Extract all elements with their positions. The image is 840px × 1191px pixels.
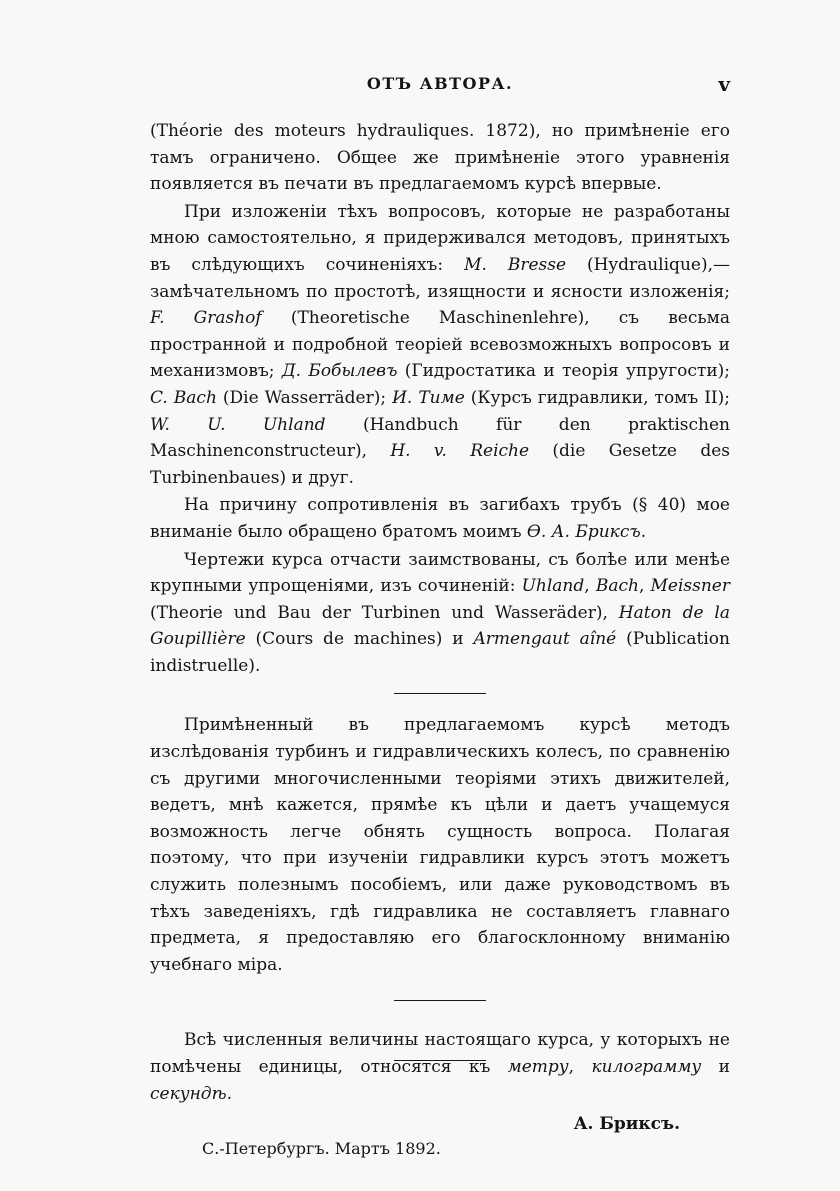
page-number: v [718,72,730,96]
unit-meter: метру [507,1057,569,1077]
source-uhland: Uhland [521,576,585,597]
author-briks: Ѳ. А. Бриксъ [526,521,641,542]
author-bach: C. Bach [150,387,217,408]
author-uhland: W. U. Uhland [150,414,326,435]
paragraph-continuation: (Théorie des moteurs hydrauliques. 1872), но примѣненіе его тамъ ограничено. Общее же примѣненіе этого уравненія появляется въ печати въ предлагаемомъ курсѣ впервые. [150,121,730,195]
author-reiche: H. v. Reiche [390,441,530,462]
running-head: ОТЪ АВТОРА. [366,74,514,93]
source-meissner: Meissner [650,576,730,597]
section-divider [394,1000,486,1001]
paragraph-sources: При изложеніи тѣхъ вопросовъ, которые не разработаны мною самостоятельно, я придерживался методовъ, принятыхъ въ слѣдующихъ сочиненіяхъ: M. Bresse (Hydraulique),—замѣчательномъ по простотѣ, изящности и ясности изложенія; F. Grashof (Theoretische Maschinenlehre), съ весьма пространной и подробной теоріей всевозможныхъ вопросовъ и механизмовъ; Д. Бобылевъ (Гидростатика и теорія упругости); C. Bach (Die Wasserräder); И. Тиме (Курсъ гидравлики, томъ II); W. U. Uhland (Handbuch für den praktischen Maschinenconstructeur), H. v. Reiche (die Gesetze des Turbinenbaues) и друг. [150,201,731,488]
paragraph-drawings: Чертежи курса отчасти заимствованы, съ болѣе или менѣе крупными упрощеніями, изъ сочиненій: Uhland, Bach, Meissner (Theorie und Bau der Turbinen und Wasseräder), Haton de la Goupillière (Cours de machines) и Armengaut aîné (Publication indistruelle). [150,549,730,676]
paragraph-acknowledgement: На причину сопротивленія въ загибахъ трубъ (§ 40) мое вниманіе было обращено братомъ моимъ Ѳ. А. Бриксъ. [150,495,730,542]
page-header [150,74,730,98]
source-bach: Bach [595,576,639,597]
author-bobylev: Д. Бобылевъ [281,361,398,382]
unit-second: секундѣ [150,1083,227,1104]
unit-kilogram: килограмму [591,1057,702,1077]
author-signature: А. Бриксъ. [573,1114,680,1135]
source-haton: Haton de la Goupillière [150,602,730,650]
author-grashof: F. Grashof [150,308,262,329]
place-and-date: С.-Петербургъ. Мартъ 1892. [202,1138,441,1158]
paragraph-method: Примѣненный въ предлагаемомъ курсѣ методъ изслѣдованія турбинъ и гидравлическихъ колесъ, по сравненію съ другими многочисленными теоріями этихъ движителей, ведетъ, мнѣ кажется, прямѣе къ цѣли и даетъ учащемуся возможность легче обнять сущность вопроса. Полагая поэтому, что при изученіи гидравлики курсъ этотъ можетъ служить полезнымъ пособіемъ, или даже руководствомъ въ тѣхъ заведеніяхъ, гдѣ гидравлика не составляетъ главнаго предмета, я предоставляю его благосклонному вниманію учебнаго міра. [150,715,730,975]
paragraph-units: Всѣ численныя величины настоящаго курса, у которыхъ не помѣчены единицы, относятся къ метру, килограмму и секундѣ. [150,1030,731,1104]
source-armengaut: Armengaut aîné [473,629,617,650]
section-divider [394,693,486,694]
author-bresse: M. Bresse [464,254,567,275]
end-divider [394,1060,486,1061]
author-time: И. Тиме [392,387,465,408]
page-body [150,118,730,1162]
